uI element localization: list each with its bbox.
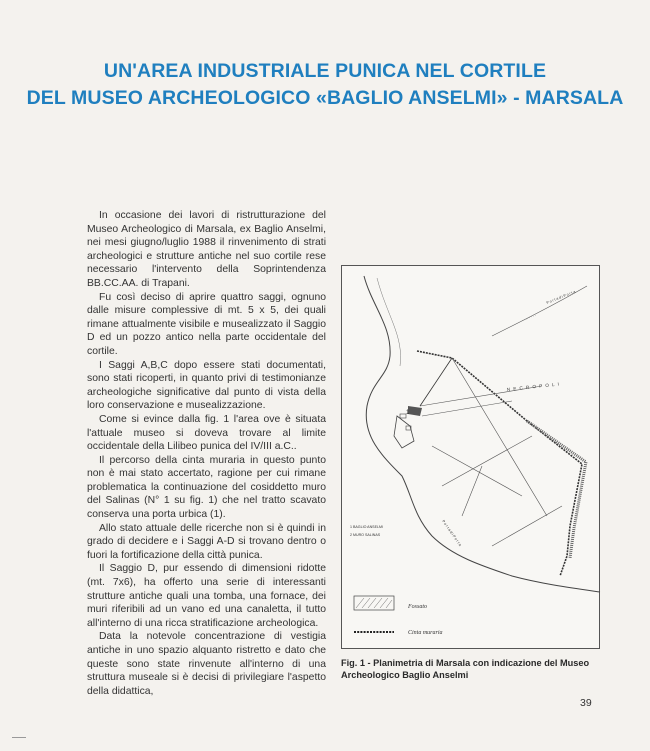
svg-text:P o r t a d i P o r t a: P o r t a d i P o r t a: [545, 289, 576, 305]
legend-baglio: 1 BAGLIO ANSELMI: [350, 525, 383, 529]
necropoli-label: N E C R O P O L I: [506, 381, 561, 392]
article-title: [0, 58, 650, 112]
title-line-2: DEL MUSEO ARCHEOLOGICO «BAGLIO ANSELMI» - MARSALA: [26, 87, 624, 109]
article-body: [87, 209, 326, 698]
paragraph-1: In occasione dei lavori di ristrutturazione del Museo Archeologico di Marsala, ex Baglio Anselmi, nei mesi giugno/luglio 1988 il rinvenimento di strati archeologici e strutture antiche nel suo cortile rese necessario l'intervento della Soprintendenza BB.CC.AA. di Trapani.: [87, 210, 326, 289]
coastline: [364, 276, 600, 592]
legend-cinta-label: Cinta muraria: [408, 630, 443, 636]
paragraph-4: Come si evince dalla fig. 1 l'area ove è situata l'attuale museo si doveva trovare al limite occidentale della Lilibeo punica del IV/III a.C..: [87, 413, 326, 453]
paragraph-5: Il percorso della cinta muraria in questo punto non è mai stato accertato, ragione per cui rimane problematica la continuazione del cosiddetto muro del Salinas (N° 1 su fig. 1) che nel tratto scavato conserva una porta urbica (1).: [87, 454, 326, 521]
page-corner-mark: [12, 735, 26, 738]
paragraph-7: Il Saggio D, pur essendo di dimensioni ridotte (mt. 7x6), ha offerto una serie di interessanti strutture antiche quali una tomba, una fornace, dei muri riferibili ad un vano ed una canaletta, il tutto all'interno di una ricca stratificazione archeologica.: [87, 563, 326, 629]
figure-caption: Fig. 1 - Planimetria di Marsala con indicazione del Museo Archeologico Baglio Anselmi: [341, 658, 590, 680]
marsala-plan-map: [342, 266, 601, 650]
porta-label: . . . . . . . .: [520, 312, 537, 322]
svg-text:P o r t a d i P o r t a: P o r t a d i P o r t a: [441, 519, 463, 547]
legend-fossato-label: Fossato: [408, 604, 428, 610]
paragraph-8: Data la notevole concentrazione di vestigia antiche in uno spazio alquanto ristretto e dato che queste sono state rinvenute all'interno di una struttura museale si è decisi di privilegiare l'aspetto della didattica,: [87, 631, 326, 697]
paragraph-2: Fu così deciso di aprire quattro saggi, ognuno dalle misure complessive di mt. 5 x 5, dei quali rimane attualmente visibile e musealizzato il Saggio D ed un pozzo antico nella parte occidentale del cortile.: [87, 291, 326, 357]
page-number: 39: [580, 697, 592, 709]
paragraph-3: I Saggi A,B,C dopo essere stati documentati, sono stati ricoperti, in quanto privi di testimonianze archeologiche significative dal punto di vista della loro conservazione e musealizzazione.: [87, 359, 326, 412]
paragraph-6: Allo stato attuale delle ricerche non si è quindi in grado di decidere e i Saggi A-D si trovano dentro o fuori la fortificazione della città punica.: [87, 522, 326, 561]
legend-salinas: 2 MURO SALINAS: [350, 533, 381, 537]
title-line-1: UN'AREA INDUSTRIALE PUNICA NEL CORTILE: [103, 60, 547, 82]
site-map-figure: [341, 265, 600, 649]
harbor-piers: [394, 416, 414, 448]
svg-text:1: 1: [406, 410, 410, 416]
